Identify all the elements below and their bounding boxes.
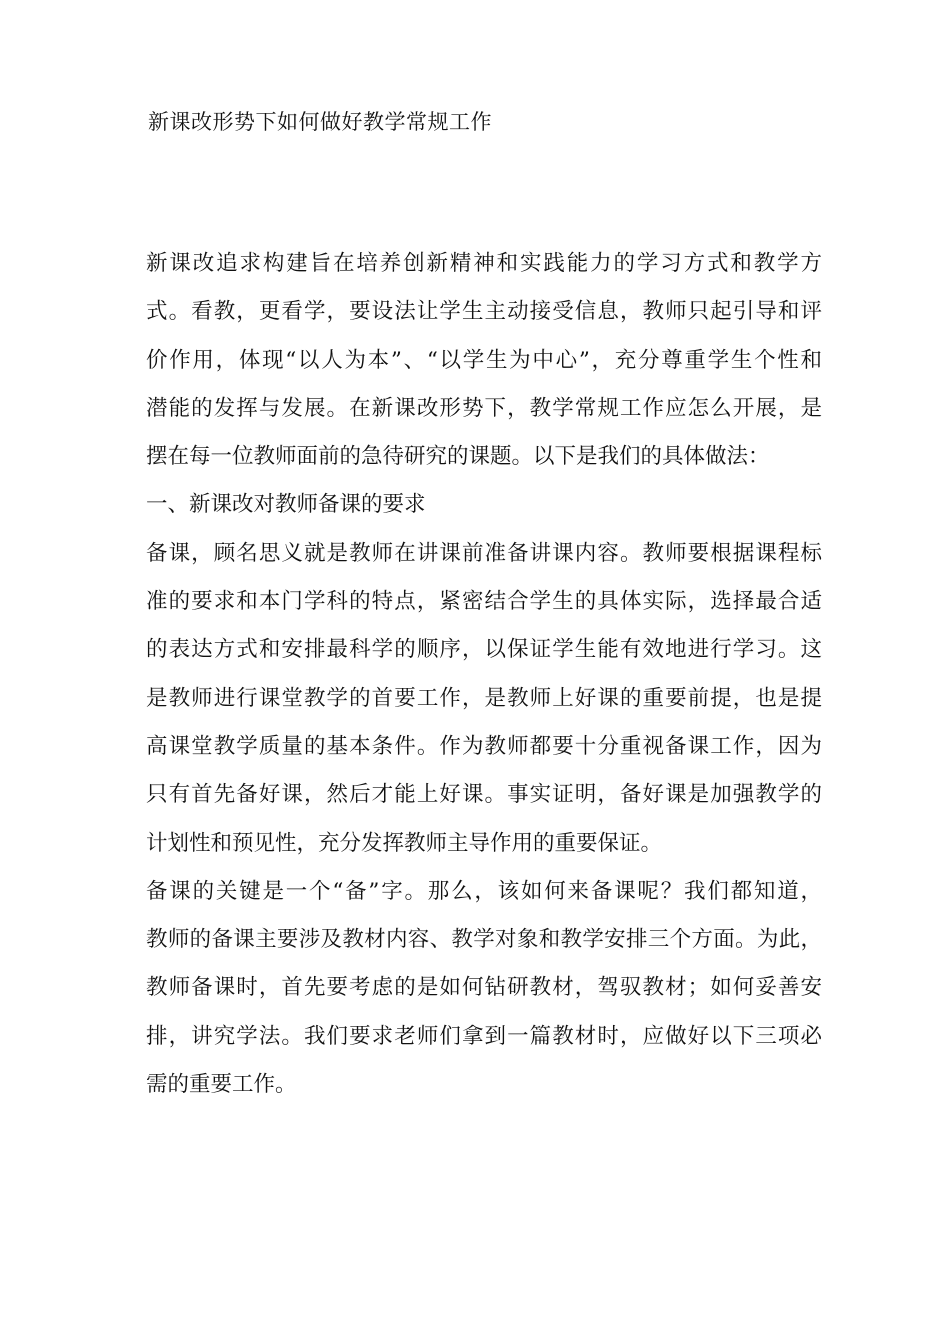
text-line-14: 备课的关键是一个“备”字。那么，该如何来备课呢？我们都知道，: [146, 878, 822, 904]
document-title: 新课改形势下如何做好教学常规工作: [148, 110, 492, 134]
text-line-8: 准的要求和本门学科的特点，紧密结合学生的具体实际，选择最合适: [146, 589, 822, 615]
text-line-1: 新课改追求构建旨在培养创新精神和实践能力的学习方式和教学方: [146, 251, 822, 276]
text-line-18: 需的重要工作。: [146, 1072, 297, 1098]
text-line-17: 排，讲究学法。我们要求老师们拿到一篇教材时，应做好以下三项必: [146, 1023, 822, 1049]
document-body: [146, 240, 822, 1109]
text-line-10: 是教师进行课堂教学的首要工作，是教师上好课的重要前提，也是提: [146, 685, 822, 711]
text-line-4: 潜能的发挥与发展。在新课改形势下，教学常规工作应怎么开展，是: [146, 395, 822, 421]
text-line-9: 的表达方式和安排最科学的顺序，以保证学生能有效地进行学习。这: [146, 637, 822, 663]
text-line-11: 高课堂教学质量的基本条件。作为教师都要十分重视备课工作，因为: [146, 733, 822, 759]
text-line-13: 计划性和预见性，充分发挥教师主导作用的重要保证。: [146, 830, 663, 856]
text-line-12: 只有首先备好课，然后才能上好课。事实证明，备好课是加强教学的: [146, 782, 822, 808]
text-line-7: 备课，顾名思义就是教师在讲课前准备讲课内容。教师要根据课程标: [146, 540, 822, 566]
text-line-16: 教师备课时，首先要考虑的是如何钻研教材，驾驭教材；如何妥善安: [146, 975, 822, 1001]
section-heading-1: 一、新课改对教师备课的要求: [146, 492, 426, 518]
text-line-15: 教师的备课主要涉及教材内容、教学对象和教学安排三个方面。为此，: [146, 927, 822, 953]
text-line-5: 摆在每一位教师面前的急待研究的课题。以下是我们的具体做法：: [146, 444, 770, 470]
text-line-3: 价作用，体现“以人为本”、“以学生为中心”，充分尊重学生个性和: [146, 347, 822, 373]
text-line-2: 式。看教，更看学，要设法让学生主动接受信息，教师只起引导和评: [146, 299, 822, 325]
